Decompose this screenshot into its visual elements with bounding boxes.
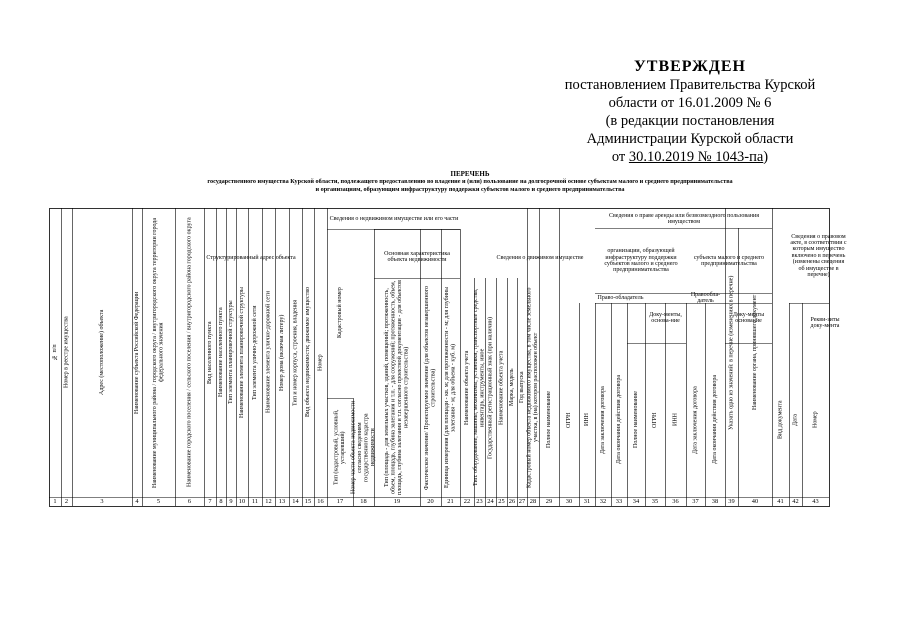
approval-line: (в редакции постановления [605,113,775,129]
column-header: Наименование элемента планировочной структуры [238,286,245,419]
header-realty-group: Сведения о недвижимом имуществе или его части [329,215,459,222]
column-number: 4 [135,498,139,505]
column-number: 39 [728,498,735,505]
column-number: 34 [632,498,640,505]
document-title [100,170,840,194]
column-header: Наименование городского поселения / сельского поселения / внутригородского района городского округа [186,217,193,488]
column-number: 22 [463,498,471,505]
column-number: 5 [156,498,161,505]
column-header: Государственный регистрационный знак (при наличии) [487,316,494,459]
column-header: Номер [317,354,324,371]
column-header: Тип элемента улично-дорожной сети [251,305,258,400]
header-address-group: Структурированный адрес объекта [206,254,296,261]
header-main-characteristic: Основная характеристика объекта недвижимости [384,250,450,263]
column-header: Год выпуска [518,371,525,404]
column-header: Дата [792,414,799,426]
column-number: 31 [583,498,591,505]
column-number: 18 [360,498,367,505]
column-header: Единица измерения (для площади - кв. м; для протяженности - м; для глубины залегания - м; для объема - куб. м) [444,286,457,489]
column-header: Фактическое значение/ Проектируемое значение (для объектов незавершенного строительства) [424,285,437,490]
column-number: 36 [672,498,679,505]
column-number: 13 [278,498,286,505]
column-header: Указать одно из значений: в перечне (изменениях в перечне) [728,275,735,430]
column-header: Тип (кадастровый, условный, устаревший) [333,409,346,486]
column-number: 38 [711,498,719,505]
column-header: Номер [812,411,819,429]
header-lease-group: Сведения о праве аренды или безвозмездного пользования имуществом [609,212,759,225]
header-cadastral: Кадастровый номер [336,287,343,339]
column-header: Вид населенного пункта [206,321,213,384]
title-line: и организациям, образующим инфраструктуру поддержки субъектов малого и среднего предпринимательства [315,186,625,193]
column-header: ИНН [672,413,679,427]
column-header: Дата окончания действия договора [711,375,718,465]
column-number: 2 [64,498,69,505]
column-header: ОГРН [565,412,572,428]
header-documents-1: Доку-менты, основа-ние [649,311,682,324]
column-number: 12 [265,498,272,505]
header-movable-group: Сведения о движимом имуществе [496,254,584,261]
column-number: 29 [545,498,553,505]
column-number: 35 [651,498,659,505]
approval-date: 30.10.2019 № 1043-па [628,149,764,165]
column-header: Номер в реестре имущества [63,316,70,389]
approval-line: постановлением Правительства Курской [564,77,816,93]
column-number: 33 [615,498,623,505]
column-header: Тип и номер корпуса, строения, владения [292,299,299,406]
column-header: № п/п [51,344,58,361]
column-number: 8 [219,498,223,505]
title-line: государственного имущества Курской области, подлежащего предоставлению во владение и (или) пользование на долгосрочной основе субъектам малого и среднего предпринимательства [207,178,733,185]
column-number: 28 [529,498,537,505]
column-number: 7 [208,498,212,505]
column-number: 32 [599,498,607,505]
column-number: 26 [508,498,516,505]
column-number: 25 [498,498,505,505]
column-header: Тип элемента планировочной структуры [227,300,234,405]
column-header: Наименование объекта учета [498,350,505,425]
column-number: 24 [487,498,494,505]
header-rightholder-1: Право-обладатель [597,294,644,301]
column-number: 17 [336,498,344,505]
column-number: 21 [447,498,454,505]
column-header: Наименование субъекта Российской Федерации [133,291,140,414]
column-header: Вид документа [777,400,784,440]
column-header: Наименование элемента улично-дорожной сети [265,291,272,414]
column-number: 16 [317,498,324,505]
column-header: Тип: оборудование, машины, механизмы, установки, транспортные средства, инвентарь, инструменты, иное [473,288,486,487]
column-header: Наименование населенного пункта [217,307,224,398]
column-number: 20 [427,498,434,505]
column-header: Тип (площадь - для земельных участков, зданий, помещений; протяженность, объем, площадь, глубина залегания и т.п. - для сооружений; протяженность, объем, площадь, глубина залегания и т.п. согласно проектной документации - для объектов незавершенного строительства) [384,280,410,495]
column-number: 37 [692,498,699,505]
column-number: 11 [251,498,259,505]
column-header: Дата заключения договора [599,386,606,454]
header-org-infrastructure: организации, образующей инфраструктуру поддержки субъектов малого и среднего предпринимательства [604,248,678,274]
approval-line: Администрации Курской области [586,131,794,147]
header-requisites: Рекви-зиты доку-мента [810,316,840,329]
column-header: Вид объекта недвижимости; движимое имущество [304,287,311,418]
column-header: ИНН [583,413,590,427]
column-header: ОГРН [651,412,658,428]
column-header: Наименование муниципального района / городского округа / внутригородского округа территории города федерального значения [152,217,165,488]
column-number: 27 [518,498,526,505]
column-header: Полное наименование [545,391,552,449]
column-number: 10 [238,498,246,505]
approval-stamp [540,58,840,166]
registry-table [49,208,849,508]
column-number: 9 [229,498,233,505]
header-rightholder-2: Правообла-датель [690,291,721,304]
column-number: 14 [292,498,299,505]
column-number: 42 [792,498,799,505]
approval-line: от 30.10.2019 № 1043-па) [611,149,769,165]
column-number: 30 [565,498,573,505]
column-number: 15 [304,498,312,505]
title-heading: ПЕРЕЧЕНЬ [450,170,490,178]
column-header: Дата заключения договора [692,386,699,454]
column-header: Наименование объекта учета [463,350,470,425]
column-number: 41 [777,498,784,505]
column-header: Номер части объекта недвижимости согласно сведениям государственного кадастра недвижимости [350,401,376,494]
column-number: 19 [393,498,401,505]
approval-line: области от 16.01.2009 № 6 [608,95,772,111]
column-header: Марка, модель [508,368,515,407]
column-header: Номер дома (включая литеру) [278,314,285,391]
column-header: Дата окончания действия договора [615,375,622,465]
column-header: Кадастровый номер объекта недвижимого имущества, в том числе земельного участка, в (на) котором расположен объект [526,287,539,488]
header-documents-2: Доку-менты основание [732,311,765,324]
approval-title: УТВЕРЖДЕН [634,58,746,75]
column-number: 23 [476,498,483,505]
header-sme: субъекта малого и среднего предпринимательства [693,254,765,267]
column-header: Адрес (местоположение) объекта [98,309,105,396]
header-legal-act: Сведения о правовом акте, в соответствии с которым имущество включено в перечень (изменены сведения об имуществе в перечне) [790,233,847,279]
column-number: 3 [100,498,104,505]
column-number: 43 [812,498,819,505]
column-number: 1 [53,498,57,505]
column-number: 40 [751,498,759,505]
column-number: 6 [187,498,192,505]
column-header: Наименование органа, принявшего документ [751,294,758,411]
column-header: Полное наименование [632,391,639,449]
